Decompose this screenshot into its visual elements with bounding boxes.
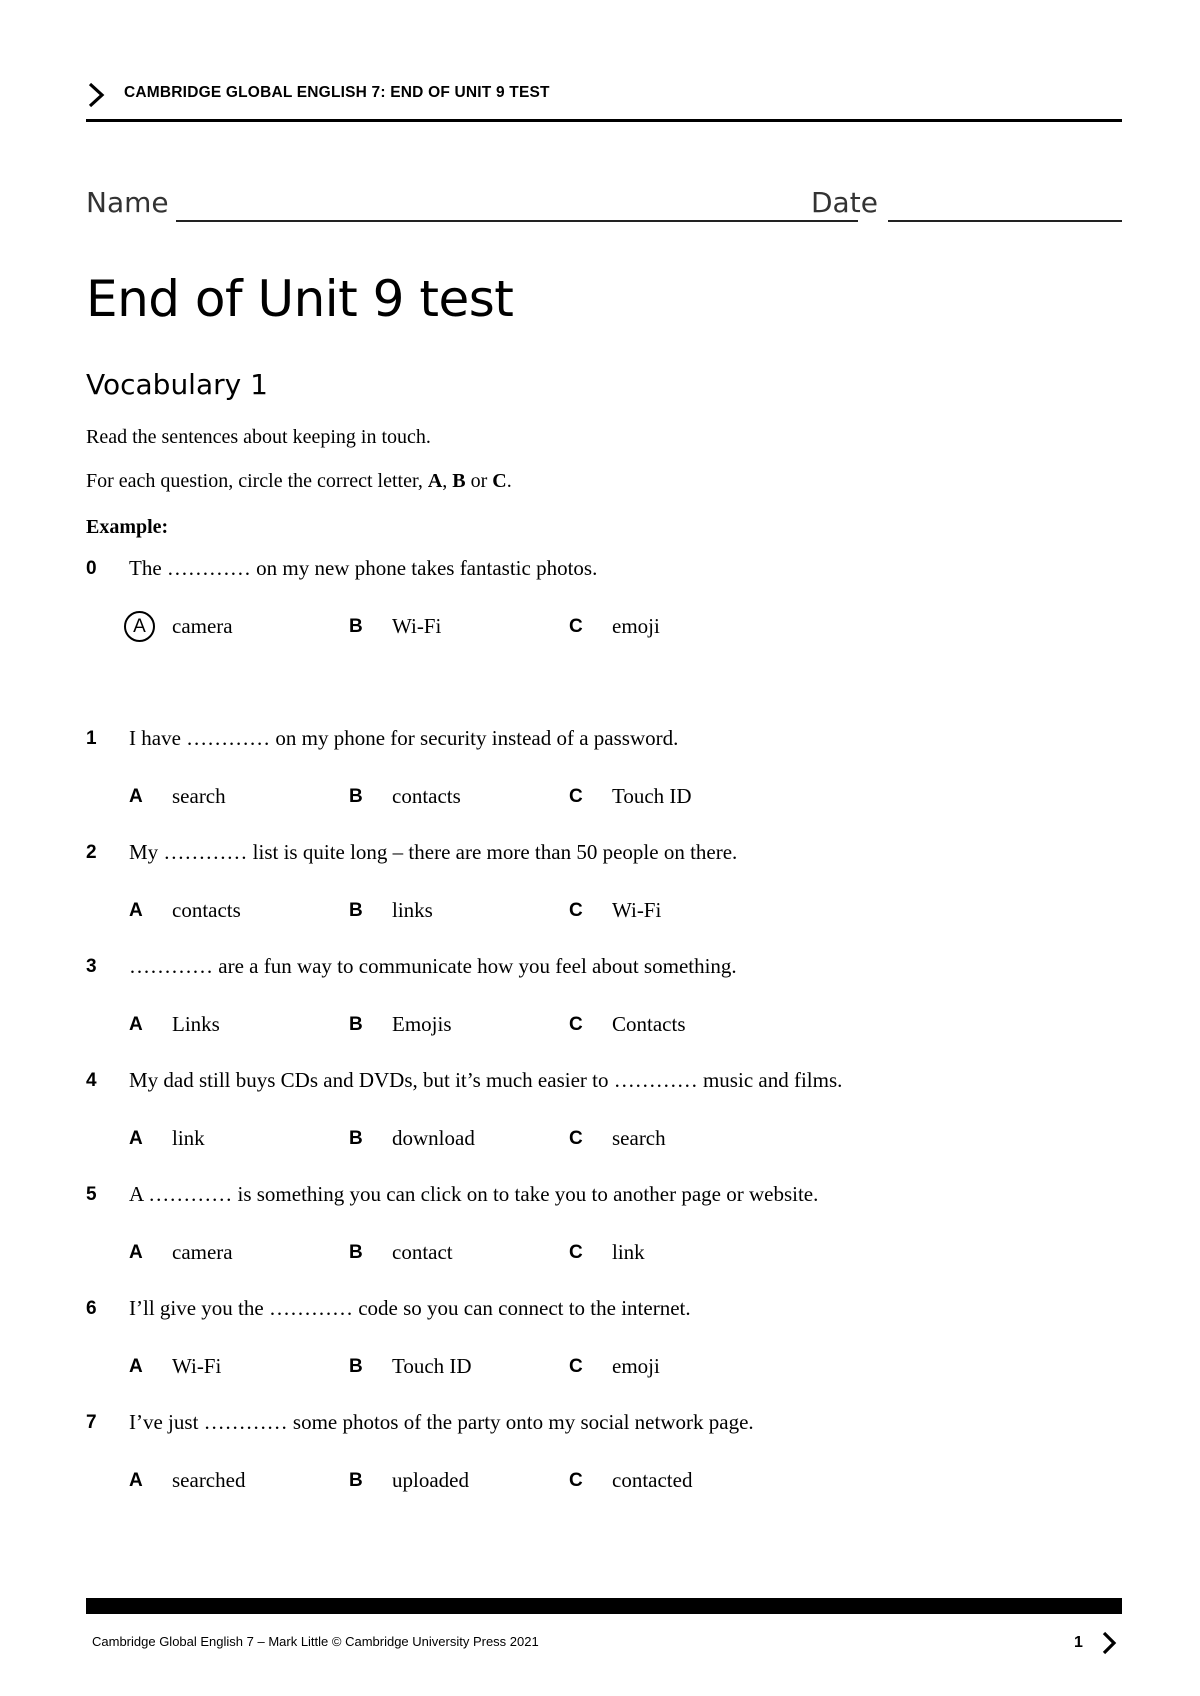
question-stem: The ………… on my new phone takes fantastic photos. — [129, 556, 598, 580]
example-label: Example: — [86, 516, 169, 538]
option-text: search — [172, 784, 226, 808]
option-text: searched — [172, 1468, 246, 1492]
chevron-right-icon[interactable] — [1100, 1630, 1118, 1656]
option-c[interactable] — [569, 784, 769, 814]
question-6 — [86, 1296, 1122, 1326]
option-text: download — [392, 1126, 475, 1150]
option-letter: A — [129, 900, 143, 921]
question-stem: I have ………… on my phone for security instead of a password. — [129, 726, 679, 750]
option-b[interactable] — [349, 1012, 549, 1042]
question-1 — [86, 726, 1122, 756]
footer-copyright: Cambridge Global English 7 – Mark Little © Cambridge University Press 2021 — [92, 1634, 539, 1649]
header-title: CAMBRIDGE GLOBAL ENGLISH 7: END OF UNIT 9 TEST — [124, 84, 550, 101]
option-letter: C — [569, 1470, 583, 1491]
instruction-line-1: Read the sentences about keeping in touch. — [86, 426, 431, 448]
option-text: Wi-Fi — [392, 614, 442, 638]
section-title: Vocabulary 1 — [86, 368, 268, 401]
example-option-c[interactable] — [569, 614, 769, 644]
option-text: Emojis — [392, 1012, 452, 1036]
question-stem: ………… are a fun way to communicate how you feel about something. — [129, 954, 737, 978]
question-number: 2 — [86, 842, 97, 863]
question-2-options — [86, 898, 1122, 928]
instruction-text: For each question, circle the correct letter, — [86, 470, 428, 492]
page-header — [86, 78, 1122, 122]
option-letter: B — [349, 1128, 363, 1149]
option-b[interactable] — [349, 1354, 549, 1384]
option-letter: B — [349, 1356, 363, 1377]
option-c[interactable] — [569, 898, 769, 928]
date-label: Date — [811, 186, 878, 219]
option-a[interactable] — [129, 784, 329, 814]
instruction-end: . — [506, 470, 512, 492]
question-number: 6 — [86, 1298, 97, 1319]
question-number: 1 — [86, 728, 97, 749]
option-letter: A — [129, 1470, 143, 1491]
option-a[interactable] — [129, 1354, 329, 1384]
option-letter: A — [129, 786, 143, 807]
option-text: emoji — [612, 1354, 660, 1378]
question-stem: My dad still buys CDs and DVDs, but it’s much easier to ………… music and films. — [129, 1068, 843, 1092]
option-text: contacted — [612, 1468, 693, 1492]
question-7-options — [86, 1468, 1122, 1498]
page-title: End of Unit 9 test — [86, 270, 514, 328]
example-option-a[interactable] — [129, 614, 329, 644]
option-text: camera — [172, 1240, 233, 1264]
question-5-options — [86, 1240, 1122, 1270]
option-text: link — [612, 1240, 645, 1264]
option-a[interactable] — [129, 1126, 329, 1156]
option-b[interactable] — [349, 898, 549, 928]
footer-bar — [86, 1598, 1122, 1614]
option-text: Wi-Fi — [172, 1354, 222, 1378]
option-text: Touch ID — [612, 784, 692, 808]
option-text: Links — [172, 1012, 220, 1036]
option-text: search — [612, 1126, 666, 1150]
question-3-options — [86, 1012, 1122, 1042]
option-a[interactable] — [129, 1468, 329, 1498]
page-number: 1 — [1074, 1634, 1083, 1651]
name-field-line[interactable] — [176, 220, 858, 222]
option-text: uploaded — [392, 1468, 469, 1492]
question-4 — [86, 1068, 1122, 1098]
question-number: 5 — [86, 1184, 97, 1205]
name-date-row — [86, 186, 1122, 226]
option-text: link — [172, 1126, 205, 1150]
question-number: 7 — [86, 1412, 97, 1433]
question-number: 3 — [86, 956, 97, 977]
option-text: Touch ID — [392, 1354, 472, 1378]
option-letter: A — [129, 1014, 143, 1035]
instruction-sep: , — [442, 470, 453, 492]
option-letter: C — [569, 786, 583, 807]
instruction-letter-c: C — [492, 470, 507, 492]
option-b[interactable] — [349, 1468, 549, 1498]
example-option-b[interactable] — [349, 614, 549, 644]
header-rule — [86, 119, 1122, 122]
chevron-right-icon — [86, 82, 106, 108]
option-text: contacts — [172, 898, 241, 922]
option-letter: C — [569, 900, 583, 921]
option-text: contacts — [392, 784, 461, 808]
option-text: links — [392, 898, 433, 922]
option-c[interactable] — [569, 1468, 769, 1498]
option-a[interactable] — [129, 898, 329, 928]
question-number: 0 — [86, 558, 97, 579]
option-letter: C — [569, 1356, 583, 1377]
option-text: Contacts — [612, 1012, 686, 1036]
option-text: camera — [172, 614, 233, 638]
option-letter: B — [349, 1470, 363, 1491]
option-c[interactable] — [569, 1012, 769, 1042]
example-options — [86, 614, 1122, 644]
option-text: Wi-Fi — [612, 898, 662, 922]
question-1-options — [86, 784, 1122, 814]
instruction-letter-a: A — [427, 470, 443, 492]
instruction-letter-b: B — [452, 470, 466, 492]
option-c[interactable] — [569, 1240, 769, 1270]
question-5 — [86, 1182, 1122, 1212]
option-letter: B — [349, 1242, 363, 1263]
name-label: Name — [86, 186, 169, 219]
question-4-options — [86, 1126, 1122, 1156]
option-b[interactable] — [349, 784, 549, 814]
question-3 — [86, 954, 1122, 984]
option-letter: A — [129, 1242, 143, 1263]
question-6-options — [86, 1354, 1122, 1384]
option-letter: C — [569, 1014, 583, 1035]
question-7 — [86, 1410, 1122, 1440]
option-letter: C — [569, 1242, 583, 1263]
option-c[interactable] — [569, 1126, 769, 1156]
instruction-line-2 — [86, 470, 512, 493]
option-text: emoji — [612, 614, 660, 638]
option-b[interactable] — [349, 1126, 549, 1156]
instruction-or: or — [465, 470, 493, 492]
option-a[interactable] — [129, 1012, 329, 1042]
option-letter: B — [349, 900, 363, 921]
option-c[interactable] — [569, 1354, 769, 1384]
option-a[interactable] — [129, 1240, 329, 1270]
date-field-line[interactable] — [888, 220, 1122, 222]
option-letter: A — [129, 1128, 143, 1149]
example-question — [86, 556, 1122, 586]
question-number: 4 — [86, 1070, 97, 1091]
option-letter: A — [129, 1356, 143, 1377]
option-letter: B — [349, 1014, 363, 1035]
question-stem: I’ll give you the ………… code so you can connect to the internet. — [129, 1296, 691, 1320]
option-letter: C — [569, 616, 583, 637]
option-b[interactable] — [349, 1240, 549, 1270]
question-stem: My ………… list is quite long – there are more than 50 people on there. — [129, 840, 738, 864]
question-stem: A ………… is something you can click on to take you to another page or website. — [129, 1182, 819, 1206]
question-2 — [86, 840, 1122, 870]
option-letter: B — [349, 786, 363, 807]
option-letter: B — [349, 616, 363, 637]
option-letter-circled: A — [124, 611, 155, 642]
option-text: contact — [392, 1240, 453, 1264]
option-letter: C — [569, 1128, 583, 1149]
question-stem: I’ve just ………… some photos of the party onto my social network page. — [129, 1410, 754, 1434]
